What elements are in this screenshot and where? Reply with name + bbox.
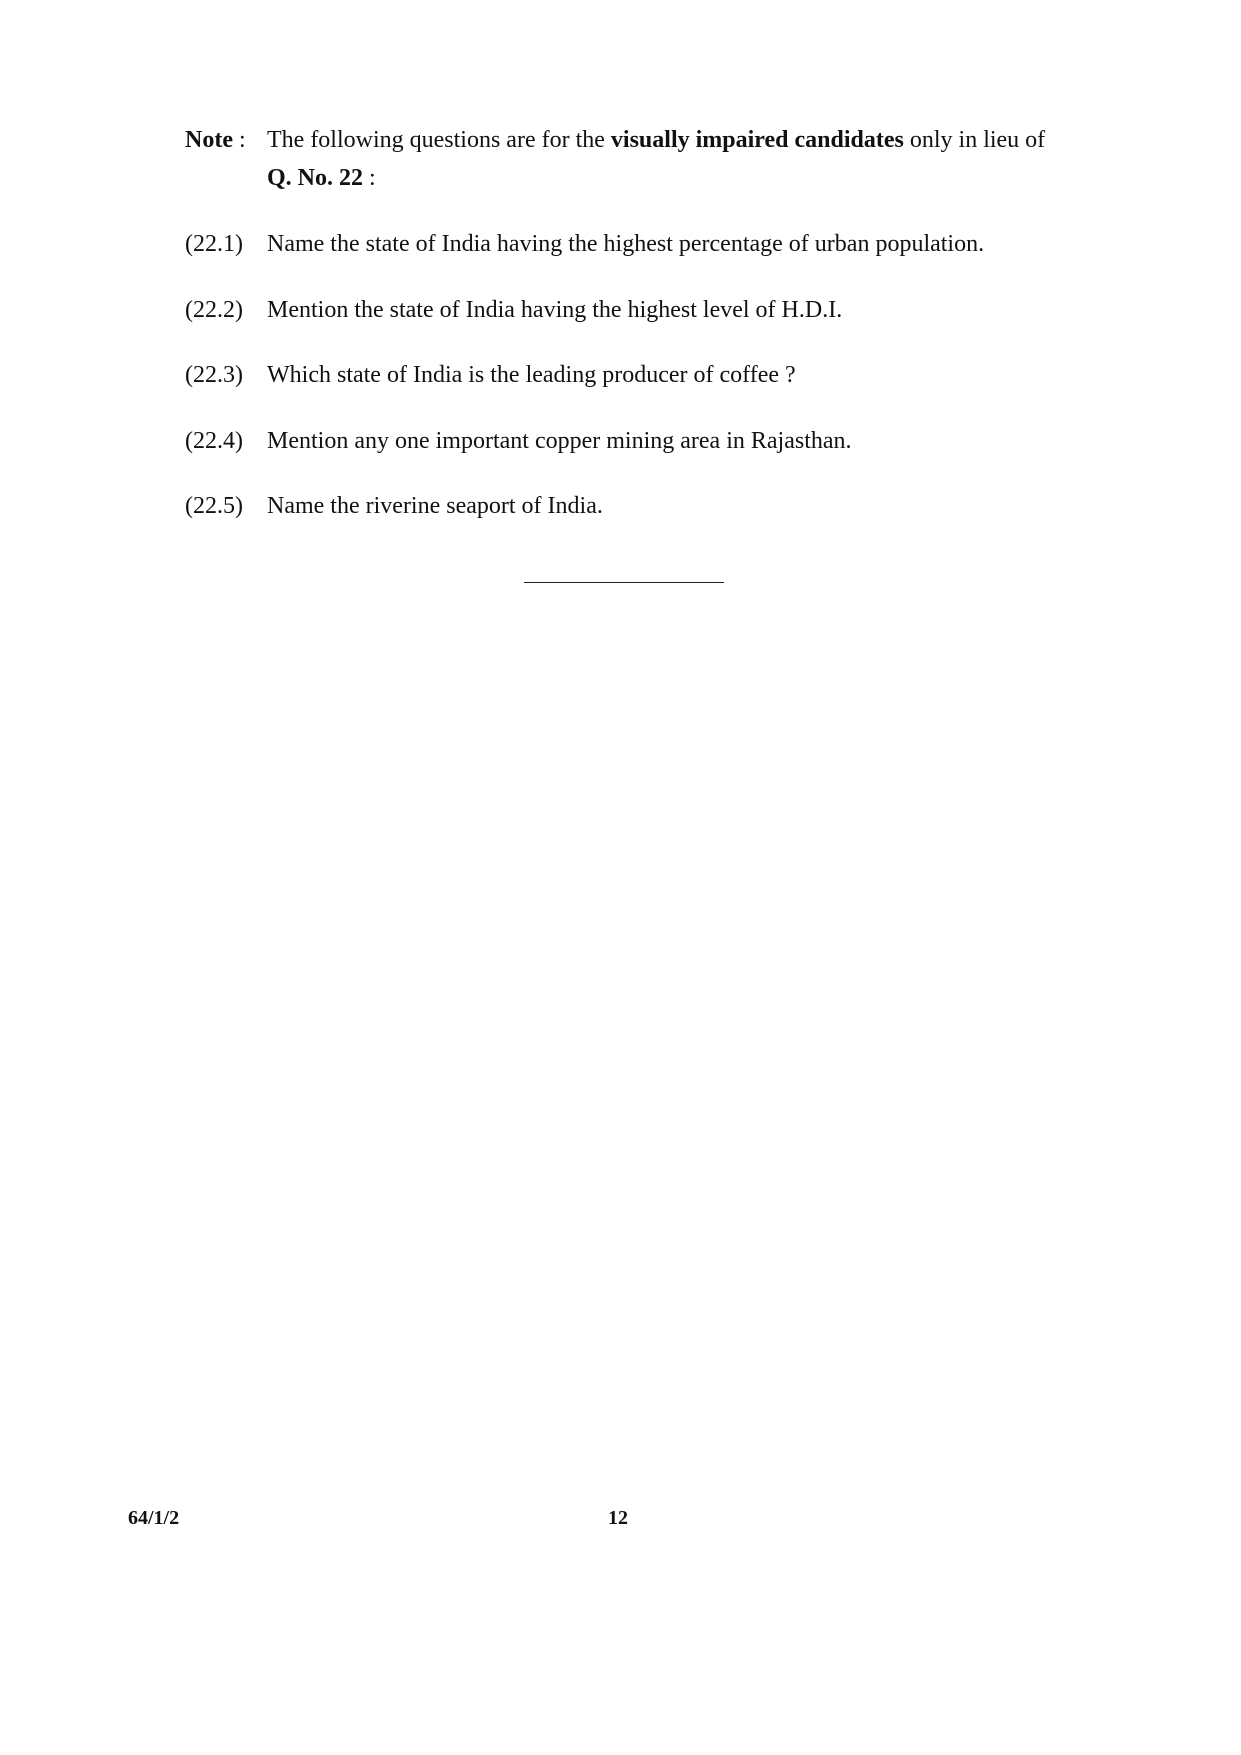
question-22-4	[185, 426, 1085, 456]
note-emphasis-candidates: visually impaired candidates	[610, 127, 904, 153]
question-22-1	[185, 229, 1085, 259]
question-number: (22.3)	[185, 362, 243, 388]
note-text-part-2: only in lieu of	[903, 127, 1046, 153]
question-number: (22.1)	[185, 231, 243, 257]
question-number: (22.5)	[185, 493, 243, 519]
note-label-separator: :	[232, 127, 246, 153]
question-22-5	[185, 491, 1085, 521]
page-number: 12	[608, 1507, 628, 1529]
paper-code: 64/1/2	[128, 1507, 180, 1529]
question-number: (22.4)	[185, 428, 243, 454]
question-text: Which state of India is the leading producer of coffee ?	[267, 362, 796, 388]
question-number: (22.2)	[185, 297, 243, 323]
end-of-section-rule	[524, 582, 724, 583]
question-text: Name the state of India having the highest percentage of urban population.	[267, 231, 985, 257]
note-label	[185, 121, 267, 159]
note-text-part-3: :	[363, 165, 376, 191]
note-label-bold: Note	[185, 127, 233, 153]
question-22-2	[185, 295, 1085, 325]
note-emphasis-question-number: Q. No. 22	[267, 165, 363, 191]
question-text: Mention the state of India having the highest level of H.D.I.	[267, 297, 843, 323]
note-text	[267, 121, 1057, 197]
question-text: Mention any one important copper mining area in Rajasthan.	[267, 428, 852, 454]
question-text: Name the riverine seaport of India.	[267, 493, 603, 519]
note-text-part-1: The following questions are for the	[267, 127, 611, 153]
visually-impaired-note	[185, 121, 1085, 197]
question-22-3	[185, 360, 1085, 390]
